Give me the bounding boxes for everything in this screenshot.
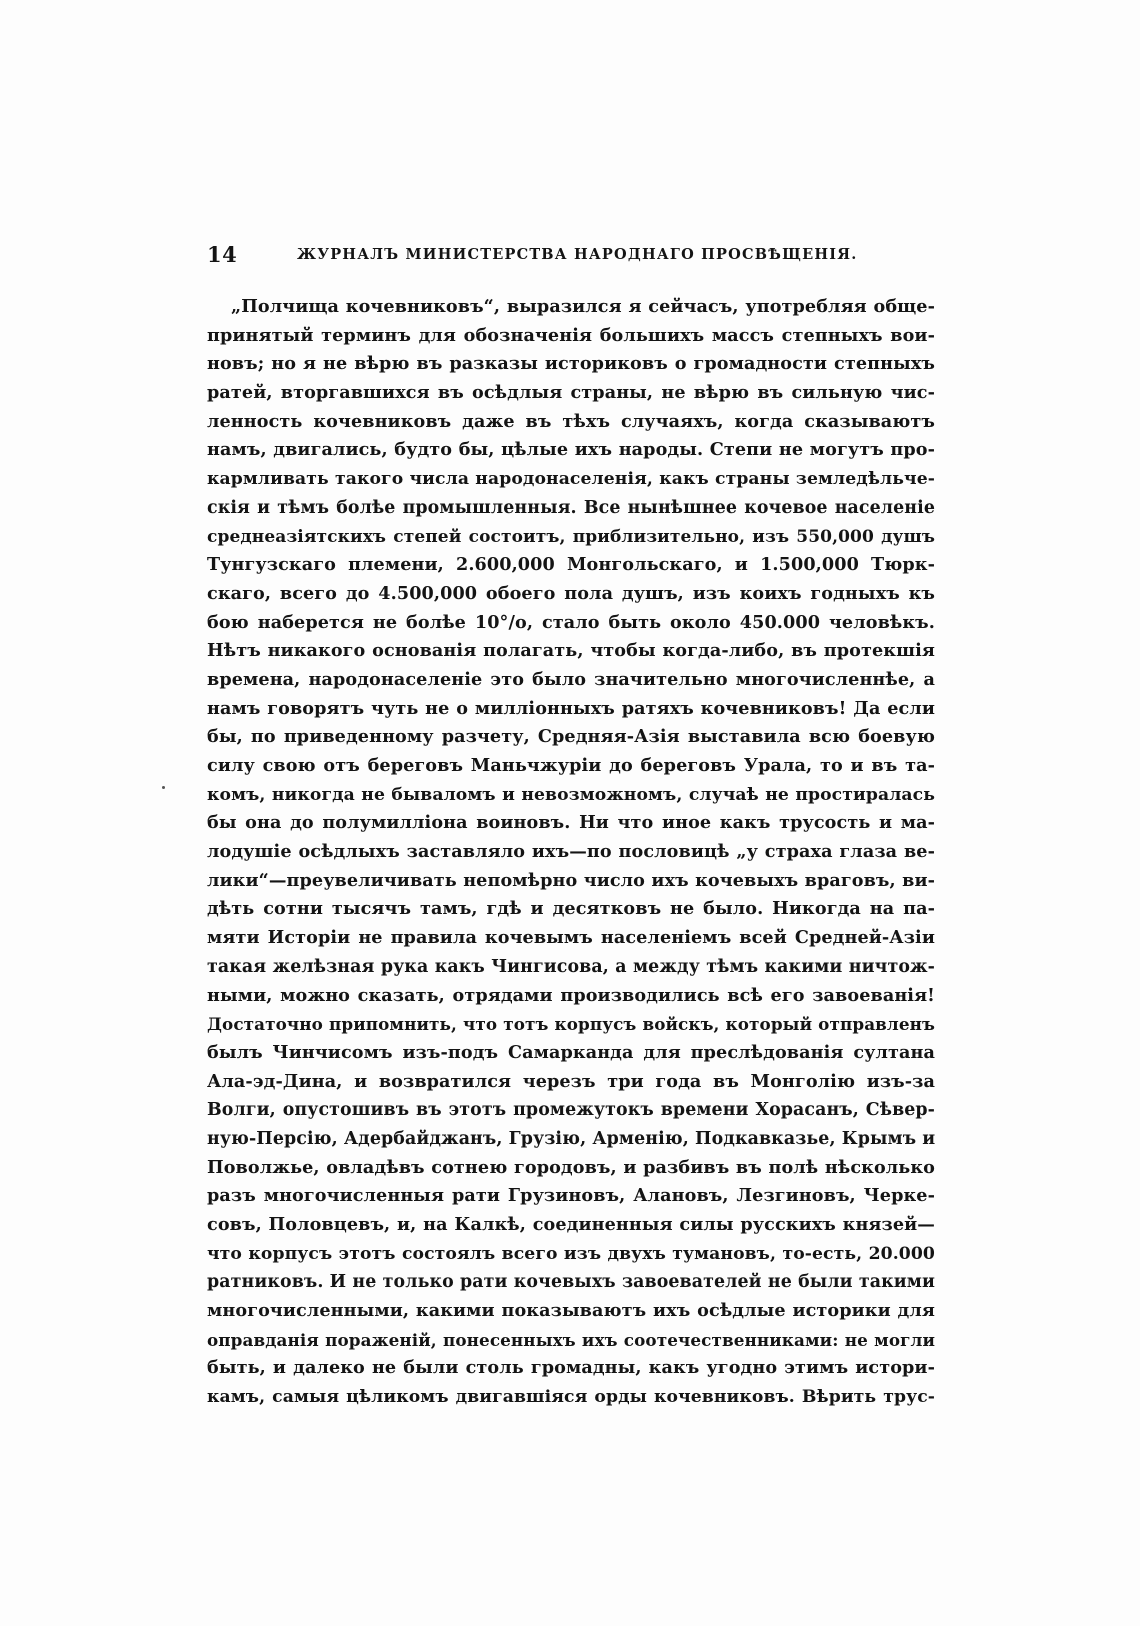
- text-line: силу свою отъ береговъ Маньчжуріи до береговъ Урала, то и въ та-: [207, 755, 935, 776]
- text-line: скія и тѣмъ болѣе промышленныя. Все нынѣшнее кочевое населеніе: [207, 497, 935, 518]
- text-line: многочисленными, какими показываютъ ихъ осѣдлые историки для: [207, 1300, 935, 1322]
- text-line: намъ, двигались, будто бы, цѣлые ихъ народы. Степи не могутъ про-: [207, 439, 935, 461]
- text-line: скаго, всего до 4.500,000 обоего пола душъ, изъ коихъ годныхъ къ: [207, 582, 935, 604]
- text-line: времена, народонаселеніе это было значительно многочисленнѣе, а: [207, 668, 935, 690]
- text-line: ными, можно сказать, отрядами производились всѣ его завоеванія!: [207, 984, 935, 1006]
- text-line: Волги, опустошивъ въ этотъ промежутокъ времени Хорасанъ, Сѣвер-: [207, 1100, 935, 1121]
- text-line: мяти Исторіи не правила кочевымъ населеніемъ всей Средней-Азіи: [207, 927, 935, 949]
- text-line: комъ, никогда не бываломъ и невозможномъ, случаѣ не простиралась: [207, 784, 935, 805]
- text-line: намъ говорятъ чуть не о милліонныхъ ратяхъ кочевниковъ! Да если: [207, 697, 935, 719]
- running-head: [207, 242, 935, 272]
- text-line: ратниковъ. И не только рати кочевыхъ завоевателей не были такими: [207, 1272, 935, 1293]
- text-line: ратей, вторгавшихся въ осѣдлыя страны, не вѣрю въ сильную чис-: [207, 382, 935, 404]
- text-line: быть, и далеко не были столь громадны, какъ угодно этимъ истори-: [207, 1357, 935, 1379]
- text-line: Ала-эд-Дина, и возвратился черезъ три года въ Монголію изъ-за: [207, 1070, 935, 1092]
- text-line: ную-Персію, Адербайджанъ, Грузію, Арменію, Подкавказье, Крымъ и: [207, 1128, 935, 1149]
- text-line: такая желѣзная рука какъ Чингисова, а между тѣмъ какими ничтож-: [207, 956, 935, 977]
- text-line: бою наберется не болѣе 10°/o, стало быть около 450.000 человѣкъ.: [207, 611, 935, 633]
- text-line: принятый терминъ для обозначенія большихъ массъ степныхъ вои-: [207, 324, 935, 346]
- text-line: что корпусъ этотъ состоялъ всего изъ двухъ тумановъ, то-есть, 20.000: [207, 1243, 935, 1264]
- text-line: камъ, самыя цѣликомъ двигавшіяся орды кочевниковъ. Вѣрить трус-: [207, 1387, 935, 1408]
- text-line: лодушіе осѣдлыхъ заставляло ихъ—по пословицѣ „у страха глаза ве-: [207, 841, 935, 863]
- text-line: разъ многочисленныя рати Грузиновъ, Алановъ, Лезгиновъ, Черке-: [207, 1185, 935, 1207]
- text-line: лики“—преувеличивать непомѣрно число ихъ кочевыхъ враговъ, ви-: [207, 869, 935, 891]
- text-line: Тунгузскаго племени, 2.600,000 Монгольскаго, и 1.500,000 Тюрк-: [207, 554, 935, 576]
- margin-dot-mark: [162, 786, 165, 789]
- journal-title: ЖУРНАЛЪ МИНИСТЕРСТВА НАРОДНАГО ПРОСВѢЩЕНІЯ.: [297, 246, 858, 263]
- text-line: „Полчища кочевниковъ“, выразился я сейчасъ, употребляя обще-: [231, 296, 935, 317]
- text-line: Достаточно припомнить, что тотъ корпусъ войскъ, который отправленъ: [207, 1014, 935, 1035]
- text-line: Поволжье, овладѣвъ сотнею городовъ, и разбивъ въ полѣ нѣсколько: [207, 1156, 935, 1178]
- page-number: 14: [207, 242, 238, 267]
- text-line: Нѣтъ никакого основанія полагать, чтобы когда-либо, въ протекшія: [207, 640, 935, 662]
- text-line: оправданія пораженій, понесенныхъ ихъ соотечественниками: не могли: [207, 1329, 935, 1350]
- body-text: [207, 293, 935, 1433]
- text-line: кармливать такого числа народонаселенія, какъ страны земледѣльче-: [207, 469, 935, 490]
- text-line: среднеазіятскихъ степей состоитъ, приблизительно, изъ 550,000 душъ: [207, 526, 935, 547]
- text-line: дѣть сотни тысячъ тамъ, гдѣ и десятковъ не было. Никогда на па-: [207, 898, 935, 920]
- text-line: бы она до полумилліона воиновъ. Ни что иное какъ трусость и ма-: [207, 812, 935, 834]
- text-line: совъ, Половцевъ, и, на Калкѣ, соединенныя силы русскихъ князей—: [207, 1214, 935, 1235]
- text-line: бы, по приведенному разчету, Средняя-Азія выставила всю боевую: [207, 726, 935, 748]
- text-line: ленность кочевниковъ даже въ тѣхъ случаяхъ, когда сказываютъ: [207, 410, 935, 432]
- text-line: былъ Чинчисомъ изъ-подъ Самарканда для преслѣдованія султана: [207, 1041, 935, 1063]
- text-line: новъ; но я не вѣрю въ разказы историковъ о громадности степныхъ: [207, 353, 935, 375]
